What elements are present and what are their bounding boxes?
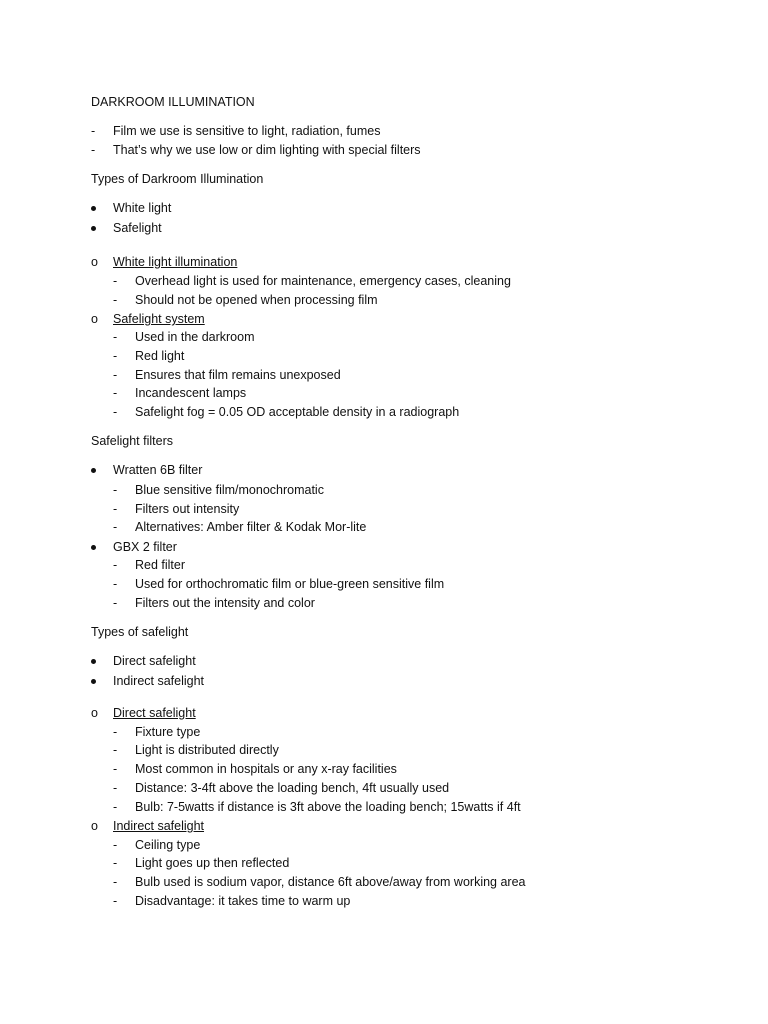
dash-marker: - (113, 502, 118, 516)
list-item: Filters out intensity (135, 502, 240, 516)
list-item: Direct safelight (113, 654, 196, 668)
dash-marker: - (113, 368, 118, 382)
list-item: Bulb: 7-5watts if distance is 3ft above the loading bench; 15watts if 4ft (135, 800, 521, 814)
circle-marker: o (91, 312, 98, 326)
dash-marker: - (113, 558, 118, 572)
dash-marker: - (91, 143, 96, 157)
dash-marker: - (113, 577, 118, 591)
list-item: Indirect safelight (113, 674, 205, 688)
subsection-label: Direct safelight (113, 706, 196, 720)
dash-marker: - (113, 293, 118, 307)
dash-marker: - (113, 762, 118, 776)
section-heading: Types of Darkroom Illumination (91, 172, 264, 186)
circle-marker: o (91, 706, 98, 720)
list-item: Fixture type (135, 725, 201, 739)
bullet-icon (91, 462, 96, 478)
dash-marker: - (113, 520, 118, 534)
subsection-label: Safelight system (113, 312, 205, 326)
list-item: Safelight (113, 221, 162, 235)
dash-marker: - (113, 274, 118, 288)
list-item: Red light (135, 349, 185, 363)
bullet-icon (91, 653, 96, 669)
list-item: Used in the darkroom (135, 330, 255, 344)
list-item: Light is distributed directly (135, 743, 279, 757)
list-item: Overhead light is used for maintenance, emergency cases, cleaning (135, 274, 511, 288)
list-item: Alternatives: Amber filter & Kodak Mor-lite (135, 520, 367, 534)
bullet-icon (91, 539, 96, 555)
list-item: Incandescent lamps (135, 386, 247, 400)
list-item: Distance: 3-4ft above the loading bench, 4ft usually used (135, 781, 450, 795)
list-item: Ceiling type (135, 838, 201, 852)
list-item: Disadvantage: it takes time to warm up (135, 894, 351, 908)
dash-marker: - (113, 875, 118, 889)
list-item: Safelight fog = 0.05 OD acceptable density in a radiograph (135, 405, 460, 419)
section-heading: Safelight filters (91, 434, 173, 448)
bullet-icon (91, 220, 96, 236)
dash-marker: - (113, 800, 118, 814)
dash-marker: - (91, 124, 96, 138)
list-item: Used for orthochromatic film or blue-green sensitive film (135, 577, 445, 591)
intro-line: That’s why we use low or dim lighting with special filters (113, 143, 421, 157)
section-heading: Types of safelight (91, 625, 189, 639)
list-item: Ensures that film remains unexposed (135, 368, 341, 382)
dash-marker: - (113, 596, 118, 610)
intro-line: Film we use is sensitive to light, radiation, fumes (113, 124, 381, 138)
list-item: Wratten 6B filter (113, 463, 203, 477)
circle-marker: o (91, 255, 98, 269)
list-item: Filters out the intensity and color (135, 596, 315, 610)
list-item: Most common in hospitals or any x-ray facilities (135, 762, 397, 776)
dash-marker: - (113, 838, 118, 852)
list-item: White light (113, 201, 172, 215)
list-item: GBX 2 filter (113, 540, 177, 554)
dash-marker: - (113, 405, 118, 419)
dash-marker: - (113, 483, 118, 497)
dash-marker: - (113, 386, 118, 400)
dash-marker: - (113, 894, 118, 908)
list-item: Light goes up then reflected (135, 856, 290, 870)
dash-marker: - (113, 330, 118, 344)
list-item: Blue sensitive film/monochromatic (135, 483, 324, 497)
dash-marker: - (113, 856, 118, 870)
subsection-label: White light illumination (113, 255, 238, 269)
list-item: Should not be opened when processing film (135, 293, 378, 307)
dash-marker: - (113, 743, 118, 757)
list-item: Red filter (135, 558, 186, 572)
circle-marker: o (91, 819, 98, 833)
list-item: Bulb used is sodium vapor, distance 6ft above/away from working area (135, 875, 526, 889)
dash-marker: - (113, 725, 118, 739)
bullet-icon (91, 673, 96, 689)
bullet-icon (91, 200, 96, 216)
page-title: DARKROOM ILLUMINATION (91, 95, 255, 109)
dash-marker: - (113, 781, 118, 795)
dash-marker: - (113, 349, 118, 363)
subsection-label: Indirect safelight (113, 819, 205, 833)
